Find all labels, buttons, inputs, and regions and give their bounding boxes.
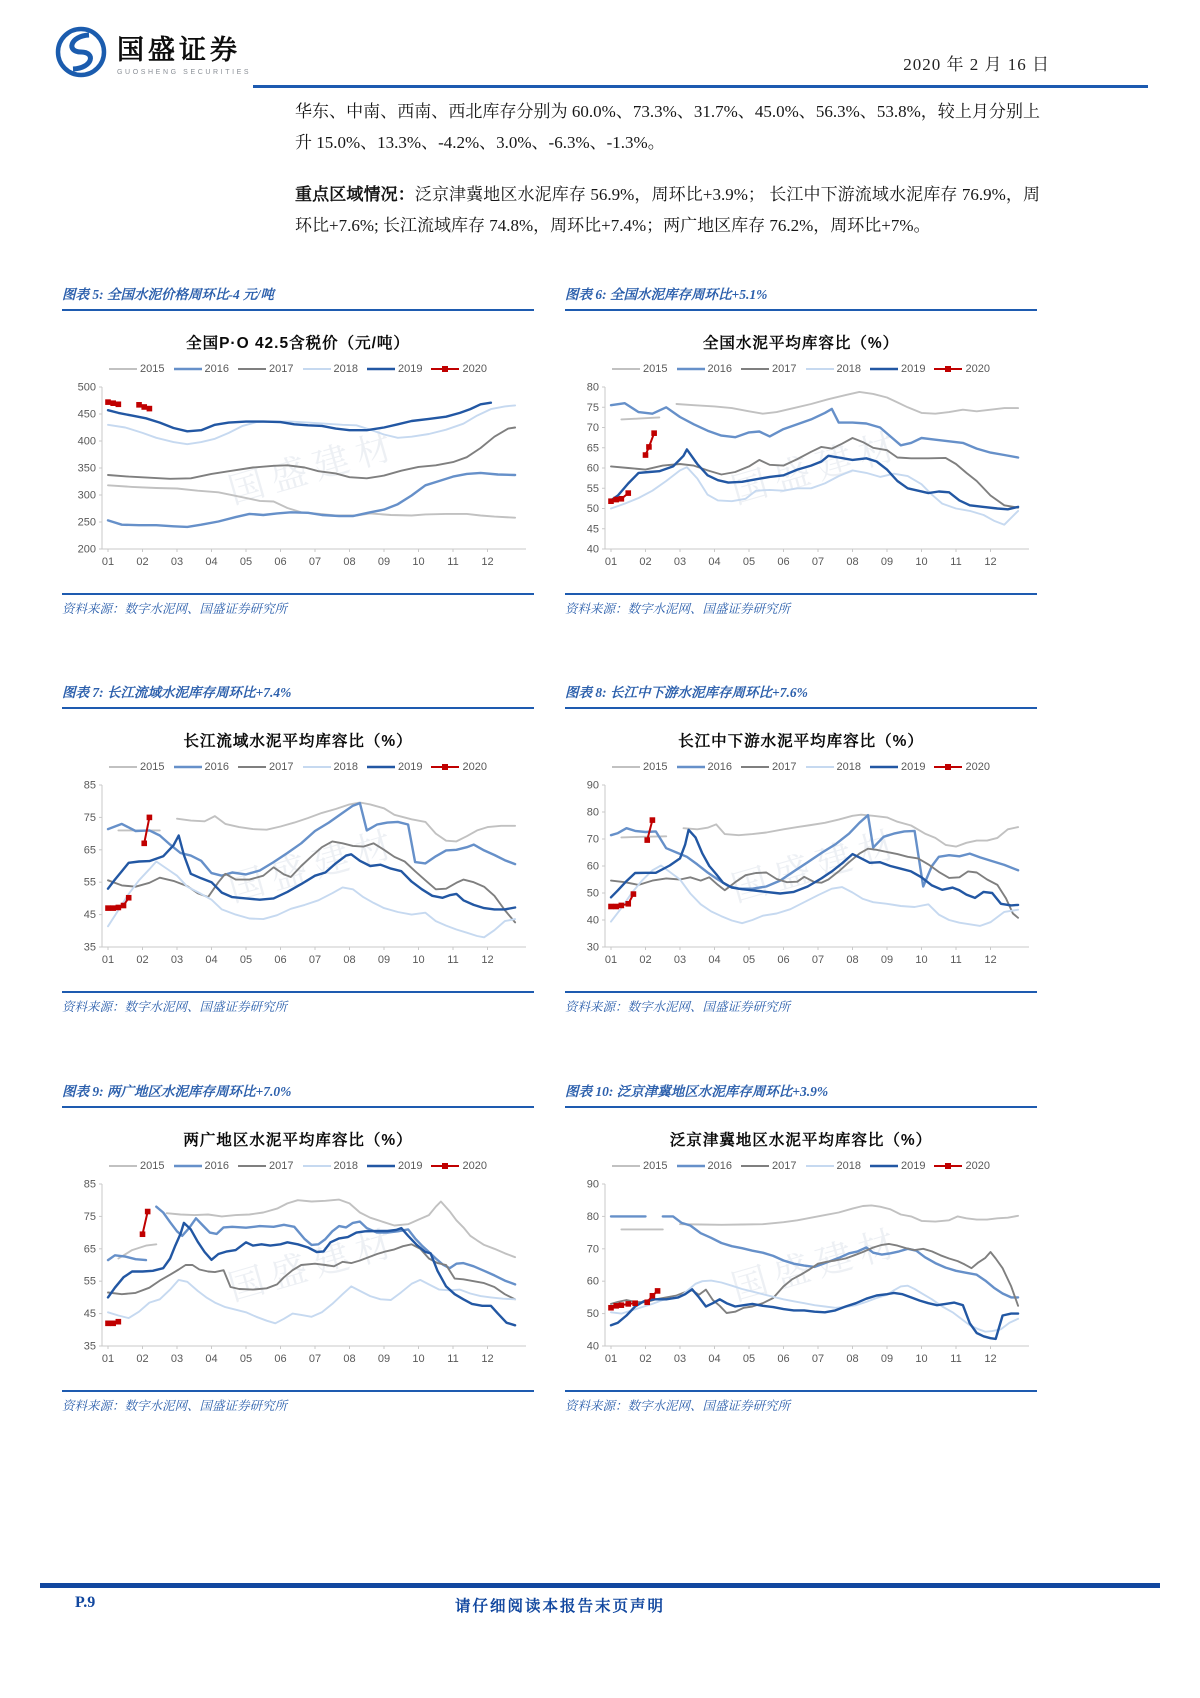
svg-text:02: 02 [136, 954, 149, 966]
svg-text:80: 80 [586, 806, 599, 819]
svg-text:55: 55 [586, 482, 599, 495]
svg-text:45: 45 [83, 1308, 96, 1321]
svg-text:02: 02 [136, 556, 149, 568]
legend-item-2017 [741, 1160, 796, 1172]
line-chart [565, 1176, 1037, 1378]
svg-text:60: 60 [586, 462, 599, 475]
svg-text:35: 35 [83, 1340, 96, 1353]
line-chart [565, 777, 1037, 979]
legend-item-2015 [109, 761, 164, 773]
legend-label-2017: 2017 [772, 1160, 797, 1172]
logo-subtitle: GUOSHENG SECURITIES [117, 69, 252, 76]
svg-text:90: 90 [586, 1178, 599, 1191]
svg-text:09: 09 [377, 556, 391, 568]
legend-label-2020: 2020 [965, 363, 990, 375]
svg-text:12: 12 [984, 556, 997, 568]
svg-text:06: 06 [777, 1353, 790, 1365]
svg-text:02: 02 [639, 1353, 652, 1365]
legend-label-2019: 2019 [397, 761, 423, 773]
svg-text:12: 12 [984, 1353, 997, 1365]
legend-swatch-2017 [741, 763, 769, 771]
svg-text:40: 40 [586, 914, 599, 927]
svg-text:10: 10 [915, 954, 928, 966]
legend-label-2016: 2016 [204, 1160, 230, 1172]
legend-swatch-2015 [109, 1162, 137, 1170]
figure-caption: 图表 6: 全国水泥库存周环比+5.1% [565, 283, 1037, 311]
svg-text:02: 02 [136, 1353, 149, 1365]
svg-text:10: 10 [412, 556, 425, 568]
legend-label-2018: 2018 [333, 363, 358, 375]
legend-item-2017 [238, 363, 293, 375]
legend-label-2015: 2015 [140, 1160, 165, 1172]
svg-text:国盛建材: 国盛建材 [223, 1220, 405, 1309]
legend-item-2016 [677, 1160, 732, 1172]
svg-text:04: 04 [708, 954, 721, 966]
legend-label-2016: 2016 [204, 761, 230, 773]
figure-source: 资料来源：数字水泥网、国盛证券研究所 [565, 1390, 1037, 1414]
legend-item-2020 [431, 1160, 486, 1172]
svg-text:01: 01 [604, 1353, 618, 1365]
svg-text:03: 03 [170, 954, 184, 966]
legend-swatch-2018 [806, 1162, 834, 1170]
svg-text:65: 65 [83, 1243, 96, 1256]
figure-caption: 图表 10: 泛京津冀地区水泥库存周环比+3.9% [565, 1080, 1037, 1108]
paragraph-lead: 重点区域情况： [295, 184, 415, 204]
legend-label-2017: 2017 [772, 363, 797, 375]
svg-text:10: 10 [915, 1353, 928, 1365]
legend-item-2015 [612, 761, 667, 773]
svg-text:75: 75 [586, 401, 599, 414]
legend-label-2019: 2019 [397, 1160, 423, 1172]
legend-item-2020 [431, 363, 486, 375]
legend-swatch-2018 [303, 365, 331, 373]
svg-text:11: 11 [447, 954, 459, 966]
svg-text:08: 08 [343, 1353, 356, 1365]
figure-5-national-price [62, 283, 534, 617]
svg-text:10: 10 [412, 1353, 425, 1365]
svg-text:03: 03 [170, 1353, 184, 1365]
svg-text:250: 250 [77, 516, 96, 529]
svg-text:04: 04 [205, 1353, 218, 1365]
svg-text:85: 85 [83, 1178, 96, 1191]
svg-text:75: 75 [83, 811, 96, 824]
legend-label-2020: 2020 [462, 1160, 487, 1172]
chart-legend [565, 1160, 1037, 1172]
legend-swatch-2019 [870, 365, 898, 373]
svg-text:06: 06 [274, 954, 287, 966]
svg-text:04: 04 [708, 1353, 721, 1365]
svg-text:08: 08 [846, 954, 859, 966]
svg-text:12: 12 [481, 1353, 494, 1365]
legend-swatch-2020 [934, 1162, 962, 1170]
legend-label-2017: 2017 [269, 363, 294, 375]
legend-label-2020: 2020 [462, 363, 487, 375]
legend-item-2018 [303, 1160, 358, 1172]
legend-label-2019: 2019 [900, 1160, 926, 1172]
svg-text:40: 40 [586, 543, 599, 556]
line-chart [62, 379, 534, 581]
legend-swatch-2017 [238, 365, 266, 373]
paragraph-body: 泛京津冀地区水泥库存 56.9%，周环比+3.9%； 长江中下游流域水泥库存 76.9%，周环比+7.6%; 长江流域库存 74.8%，周环比+7.4%；两广地区库存 76.2%，周环比+7%。 [295, 184, 1041, 236]
svg-text:10: 10 [915, 556, 928, 568]
svg-text:450: 450 [77, 408, 96, 421]
guosheng-logo [55, 26, 251, 78]
figure-8-yangtze-mid-lower [565, 681, 1037, 1015]
chart-legend [62, 761, 534, 773]
svg-text:国盛建材: 国盛建材 [726, 423, 908, 512]
legend-item-2016 [174, 1160, 229, 1172]
guosheng-logo-icon [55, 26, 107, 78]
chart-legend [565, 363, 1037, 375]
chart-legend [565, 761, 1037, 773]
legend-item-2020 [934, 363, 989, 375]
svg-text:05: 05 [742, 556, 756, 568]
svg-text:01: 01 [101, 1353, 115, 1365]
svg-text:05: 05 [239, 1353, 253, 1365]
legend-item-2018 [303, 761, 358, 773]
legend-swatch-2017 [238, 1162, 266, 1170]
legend-label-2018: 2018 [836, 761, 861, 773]
legend-item-2017 [238, 1160, 293, 1172]
legend-label-2015: 2015 [643, 363, 668, 375]
legend-swatch-2019 [367, 365, 395, 373]
legend-item-2019 [870, 363, 925, 375]
legend-label-2016: 2016 [707, 363, 733, 375]
legend-swatch-2016 [677, 1162, 705, 1170]
legend-label-2017: 2017 [269, 1160, 294, 1172]
legend-swatch-2015 [612, 763, 640, 771]
legend-label-2020: 2020 [965, 761, 990, 773]
svg-text:08: 08 [343, 954, 356, 966]
svg-text:12: 12 [481, 954, 494, 966]
svg-text:11: 11 [447, 1353, 459, 1365]
svg-text:50: 50 [586, 1308, 599, 1321]
svg-text:08: 08 [846, 1353, 859, 1365]
figure-source: 资料来源：数字水泥网、国盛证券研究所 [565, 991, 1037, 1015]
legend-item-2019 [870, 1160, 925, 1172]
svg-text:65: 65 [586, 442, 599, 455]
legend-swatch-2017 [741, 365, 769, 373]
legend-item-2019 [367, 363, 422, 375]
logo-title: 国盛证券 [117, 35, 241, 65]
svg-text:05: 05 [239, 954, 253, 966]
svg-text:60: 60 [586, 1275, 599, 1288]
legend-item-2015 [109, 1160, 164, 1172]
svg-text:07: 07 [811, 1353, 825, 1365]
svg-text:09: 09 [880, 1353, 894, 1365]
svg-text:08: 08 [343, 556, 356, 568]
figure-source: 资料来源：数字水泥网、国盛证券研究所 [62, 1390, 534, 1414]
svg-text:11: 11 [950, 1353, 962, 1365]
figure-caption: 图表 8: 长江中下游水泥库存周环比+7.6% [565, 681, 1037, 709]
svg-text:200: 200 [77, 543, 96, 556]
svg-text:02: 02 [639, 954, 652, 966]
svg-text:07: 07 [811, 954, 825, 966]
figure-7-yangtze-basin [62, 681, 534, 1015]
chart-legend [62, 363, 534, 375]
legend-label-2020: 2020 [965, 1160, 990, 1172]
svg-text:11: 11 [950, 556, 962, 568]
legend-swatch-2020 [431, 365, 459, 373]
paragraph-key-regions [295, 179, 1040, 242]
svg-text:06: 06 [777, 954, 790, 966]
svg-text:350: 350 [77, 462, 96, 475]
svg-text:03: 03 [673, 1353, 687, 1365]
svg-text:09: 09 [880, 556, 894, 568]
legend-item-2016 [174, 363, 229, 375]
figure-9-liangguang [62, 1080, 534, 1414]
svg-text:30: 30 [586, 941, 599, 954]
legend-swatch-2020 [934, 763, 962, 771]
legend-swatch-2020 [431, 1162, 459, 1170]
line-chart [565, 379, 1037, 581]
legend-item-2015 [612, 1160, 667, 1172]
legend-item-2020 [934, 1160, 989, 1172]
svg-text:10: 10 [412, 954, 425, 966]
figure-caption: 图表 9: 两广地区水泥库存周环比+7.0% [62, 1080, 534, 1108]
svg-text:500: 500 [77, 381, 96, 394]
svg-text:11: 11 [950, 954, 962, 966]
svg-text:50: 50 [586, 887, 599, 900]
svg-text:01: 01 [604, 556, 618, 568]
legend-label-2017: 2017 [269, 761, 294, 773]
svg-text:05: 05 [742, 1353, 756, 1365]
svg-text:55: 55 [83, 1275, 96, 1288]
legend-item-2016 [677, 761, 732, 773]
chart-title: 长江流域水泥平均库容比（%） [183, 733, 413, 750]
header-divider [253, 85, 1148, 88]
legend-label-2018: 2018 [836, 1160, 861, 1172]
chart-title: 泛京津冀地区水泥平均库容比（%） [669, 1132, 933, 1149]
svg-text:01: 01 [101, 556, 115, 568]
legend-swatch-2020 [934, 365, 962, 373]
svg-text:07: 07 [308, 1353, 322, 1365]
legend-swatch-2019 [367, 1162, 395, 1170]
paragraph-regional-inventory: 华东、中南、西南、西北库存分别为 60.0%、73.3%、31.7%、45.0%、56.3%、53.8%，较上月分别上升 15.0%、13.3%、-4.2%、3.0%、-6.3%、-1.3%。 [295, 102, 1040, 153]
svg-text:07: 07 [308, 954, 322, 966]
legend-swatch-2017 [741, 1162, 769, 1170]
legend-swatch-2018 [806, 365, 834, 373]
svg-text:03: 03 [170, 556, 184, 568]
svg-text:04: 04 [708, 556, 721, 568]
svg-text:45: 45 [586, 523, 599, 536]
figure-caption: 图表 5: 全国水泥价格周环比-4 元/吨 [62, 283, 534, 311]
legend-label-2019: 2019 [900, 761, 926, 773]
legend-swatch-2019 [870, 1162, 898, 1170]
legend-item-2015 [109, 363, 164, 375]
legend-item-2017 [238, 761, 293, 773]
legend-label-2015: 2015 [643, 1160, 668, 1172]
svg-text:03: 03 [673, 954, 687, 966]
chart-title: 全国水泥平均库容比（%） [702, 335, 900, 352]
legend-item-2019 [367, 761, 422, 773]
svg-text:40: 40 [586, 1340, 599, 1353]
svg-text:80: 80 [586, 381, 599, 394]
svg-text:08: 08 [846, 556, 859, 568]
svg-text:12: 12 [984, 954, 997, 966]
report-date: 2020 年 2 月 16 日 [903, 55, 1050, 74]
svg-text:45: 45 [83, 909, 96, 922]
legend-label-2015: 2015 [643, 761, 668, 773]
legend-swatch-2015 [109, 365, 137, 373]
legend-label-2018: 2018 [333, 1160, 358, 1172]
svg-text:03: 03 [673, 556, 687, 568]
legend-swatch-2017 [238, 763, 266, 771]
line-chart [62, 777, 534, 979]
legend-item-2020 [934, 761, 989, 773]
svg-text:35: 35 [83, 941, 96, 954]
legend-swatch-2018 [806, 763, 834, 771]
legend-label-2016: 2016 [707, 1160, 733, 1172]
legend-swatch-2015 [109, 763, 137, 771]
chart-title: 长江中下游水泥平均库容比（%） [678, 733, 924, 750]
figure-caption: 图表 7: 长江流域水泥库存周环比+7.4% [62, 681, 534, 709]
svg-text:01: 01 [604, 954, 618, 966]
legend-item-2020 [431, 761, 486, 773]
legend-item-2016 [677, 363, 732, 375]
svg-text:国盛建材: 国盛建材 [223, 423, 405, 512]
svg-text:04: 04 [205, 954, 218, 966]
chart-legend [62, 1160, 534, 1172]
legend-item-2015 [612, 363, 667, 375]
legend-label-2018: 2018 [333, 761, 358, 773]
figure-10-jingjinji [565, 1080, 1037, 1414]
legend-swatch-2015 [612, 1162, 640, 1170]
legend-label-2018: 2018 [836, 363, 861, 375]
figure-source: 资料来源：数字水泥网、国盛证券研究所 [62, 991, 534, 1015]
legend-item-2019 [367, 1160, 422, 1172]
legend-swatch-2018 [303, 763, 331, 771]
legend-label-2017: 2017 [772, 761, 797, 773]
summary-text [295, 96, 1040, 262]
legend-item-2017 [741, 363, 796, 375]
svg-text:70: 70 [586, 833, 599, 846]
legend-swatch-2016 [174, 763, 202, 771]
legend-label-2019: 2019 [900, 363, 926, 375]
svg-text:国盛建材: 国盛建材 [726, 1220, 908, 1309]
svg-text:300: 300 [77, 489, 96, 502]
legend-label-2020: 2020 [462, 761, 487, 773]
svg-text:09: 09 [377, 954, 391, 966]
legend-label-2016: 2016 [204, 363, 230, 375]
legend-swatch-2016 [677, 365, 705, 373]
figure-source: 资料来源：数字水泥网、国盛证券研究所 [62, 593, 534, 617]
legend-swatch-2016 [677, 763, 705, 771]
legend-item-2018 [806, 761, 861, 773]
svg-text:国盛建材: 国盛建材 [726, 821, 908, 910]
legend-item-2016 [174, 761, 229, 773]
legend-swatch-2015 [612, 365, 640, 373]
legend-item-2017 [741, 761, 796, 773]
svg-text:09: 09 [880, 954, 894, 966]
svg-text:400: 400 [77, 435, 96, 448]
svg-text:04: 04 [205, 556, 218, 568]
page-number: P.9 [75, 1594, 96, 1611]
svg-text:07: 07 [811, 556, 825, 568]
svg-text:11: 11 [447, 556, 459, 568]
svg-text:05: 05 [742, 954, 756, 966]
svg-text:70: 70 [586, 422, 599, 434]
svg-text:06: 06 [274, 556, 287, 568]
svg-text:60: 60 [586, 860, 599, 873]
legend-label-2019: 2019 [397, 363, 423, 375]
legend-item-2019 [870, 761, 925, 773]
legend-item-2018 [806, 1160, 861, 1172]
svg-text:07: 07 [308, 556, 322, 568]
chart-title: 全国P·O 42.5含税价（元/吨） [186, 335, 410, 352]
legend-swatch-2019 [870, 763, 898, 771]
legend-swatch-2016 [174, 365, 202, 373]
chart-title: 两广地区水泥平均库容比（%） [183, 1132, 413, 1149]
figure-source: 资料来源：数字水泥网、国盛证券研究所 [565, 593, 1037, 617]
legend-swatch-2018 [303, 1162, 331, 1170]
legend-label-2016: 2016 [707, 761, 733, 773]
logo-text [117, 28, 251, 76]
legend-swatch-2020 [431, 763, 459, 771]
svg-text:85: 85 [83, 779, 96, 792]
legend-swatch-2019 [367, 763, 395, 771]
footer-disclaimer: 请仔细阅读本报告末页声明 [454, 1598, 665, 1615]
legend-item-2018 [806, 363, 861, 375]
svg-text:01: 01 [101, 954, 115, 966]
svg-text:06: 06 [274, 1353, 287, 1365]
svg-text:05: 05 [239, 556, 253, 568]
figure-6-national-inventory [565, 283, 1037, 617]
legend-swatch-2016 [174, 1162, 202, 1170]
legend-label-2015: 2015 [140, 363, 165, 375]
svg-text:02: 02 [639, 556, 652, 568]
svg-text:50: 50 [586, 503, 599, 515]
svg-text:75: 75 [83, 1210, 96, 1223]
svg-text:70: 70 [586, 1243, 599, 1256]
legend-item-2018 [303, 363, 358, 375]
svg-text:65: 65 [83, 844, 96, 857]
footer-divider [40, 1583, 1160, 1588]
svg-text:90: 90 [586, 779, 599, 792]
svg-text:06: 06 [777, 556, 790, 568]
svg-text:55: 55 [83, 876, 96, 889]
svg-text:国盛建材: 国盛建材 [223, 821, 405, 910]
svg-text:80: 80 [586, 1210, 599, 1223]
svg-text:12: 12 [481, 556, 494, 568]
svg-text:09: 09 [377, 1353, 391, 1365]
legend-label-2015: 2015 [140, 761, 165, 773]
line-chart [62, 1176, 534, 1378]
